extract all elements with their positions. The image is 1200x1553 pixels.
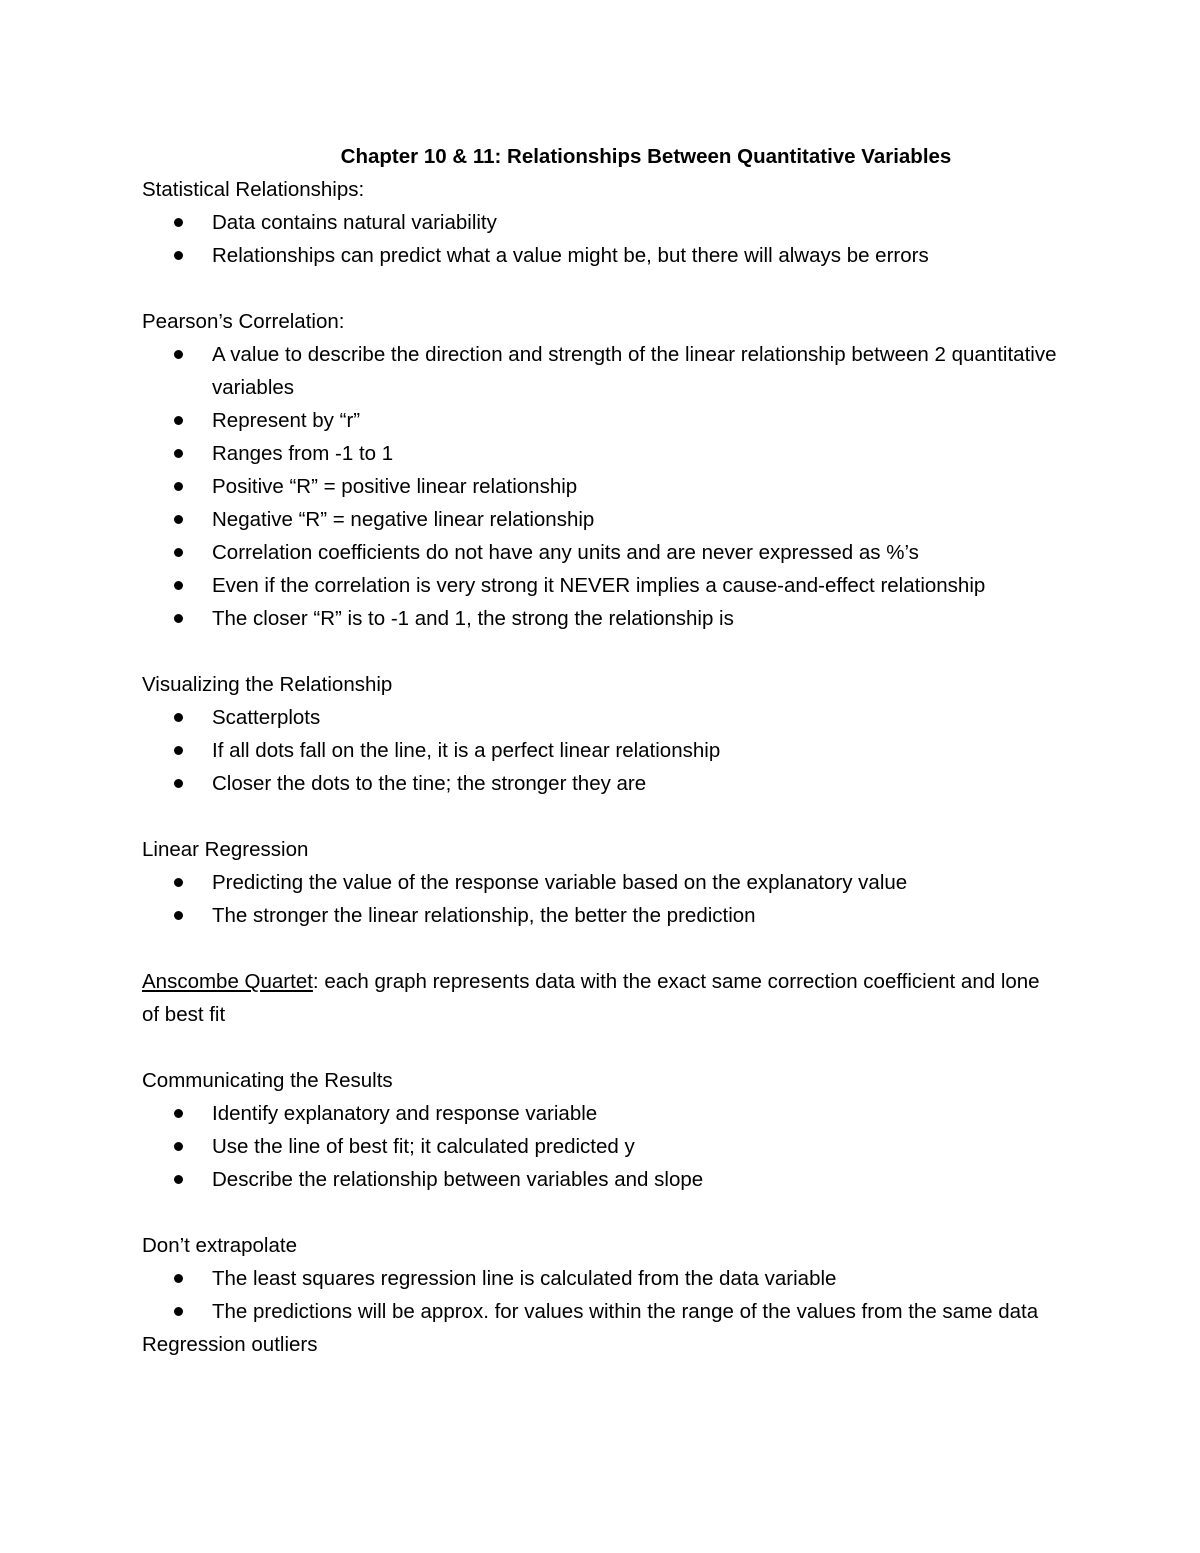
bullet-icon (174, 482, 183, 491)
bullet-icon (174, 878, 183, 887)
list-item: The stronger the linear relationship, the better the prediction (142, 899, 1062, 932)
list-item: Negative “R” = negative linear relationship (142, 503, 1062, 536)
bullet-icon (174, 1274, 183, 1283)
list-linear-regression (142, 866, 1062, 932)
bullet-icon (174, 1109, 183, 1118)
list-item: Ranges from -1 to 1 (142, 437, 1062, 470)
list-item: Correlation coefficients do not have any units and are never expressed as %’s (142, 536, 1062, 569)
bullet-icon (174, 350, 183, 359)
bullet-icon (174, 779, 183, 788)
heading-pearsons-correlation: Pearson’s Correlation: (142, 310, 345, 333)
bullet-icon (174, 911, 183, 920)
list-communicating-results (142, 1097, 1062, 1196)
bullet-icon (174, 614, 183, 623)
list-dont-extrapolate (142, 1262, 1062, 1328)
list-item: Use the line of best fit; it calculated predicted y (142, 1130, 1062, 1163)
bullet-icon (174, 449, 183, 458)
list-item: The least squares regression line is calculated from the data variable (142, 1262, 1062, 1295)
bullet-icon (174, 515, 183, 524)
heading-visualizing-relationship: Visualizing the Relationship (142, 673, 393, 696)
list-item: Identify explanatory and response variable (142, 1097, 1062, 1130)
list-item: Positive “R” = positive linear relationship (142, 470, 1062, 503)
list-item: Predicting the value of the response variable based on the explanatory value (142, 866, 1062, 899)
document-page (142, 140, 1062, 1361)
anscombe-text: : each graph represents data with the exact same correction coefficient and lone of best fit (142, 970, 1040, 1026)
bullet-icon (174, 1142, 183, 1151)
list-item: The predictions will be approx. for values within the range of the values from the same data (142, 1295, 1062, 1328)
heading-communicating-results: Communicating the Results (142, 1069, 393, 1092)
bullet-icon (174, 548, 183, 557)
list-item: Even if the correlation is very strong it NEVER implies a cause-and-effect relationship (142, 569, 1062, 602)
bullet-icon (174, 713, 183, 722)
heading-statistical-relationships: Statistical Relationships: (142, 178, 365, 201)
list-pearsons-correlation (142, 338, 1062, 635)
bullet-icon (174, 218, 183, 227)
bullet-icon (174, 581, 183, 590)
bullet-icon (174, 1175, 183, 1184)
bullet-icon (174, 251, 183, 260)
heading-dont-extrapolate: Don’t extrapolate (142, 1234, 297, 1257)
list-item: A value to describe the direction and strength of the linear relationship between 2 quantitative variables (142, 338, 1062, 404)
bullet-icon (174, 416, 183, 425)
list-item: Relationships can predict what a value might be, but there will always be errors (142, 239, 1062, 272)
list-visualizing-relationship (142, 701, 1062, 800)
bullet-icon (174, 1307, 183, 1316)
list-item: Represent by “r” (142, 404, 1062, 437)
list-item: Describe the relationship between variables and slope (142, 1163, 1062, 1196)
list-item: If all dots fall on the line, it is a perfect linear relationship (142, 734, 1062, 767)
list-statistical-relationships (142, 206, 1062, 272)
heading-regression-outliers: Regression outliers (142, 1333, 318, 1356)
anscombe-term: Anscombe Quartet (142, 970, 313, 993)
page-title: Chapter 10 & 11: Relationships Between Quantitative Variables (340, 145, 952, 168)
list-item: The closer “R” is to -1 and 1, the strong the relationship is (142, 602, 1062, 635)
list-item: Data contains natural variability (142, 206, 1062, 239)
bullet-icon (174, 746, 183, 755)
heading-linear-regression: Linear Regression (142, 838, 309, 861)
list-item: Closer the dots to the tine; the stronger they are (142, 767, 1062, 800)
anscombe-paragraph (142, 965, 1062, 1031)
list-item: Scatterplots (142, 701, 1062, 734)
